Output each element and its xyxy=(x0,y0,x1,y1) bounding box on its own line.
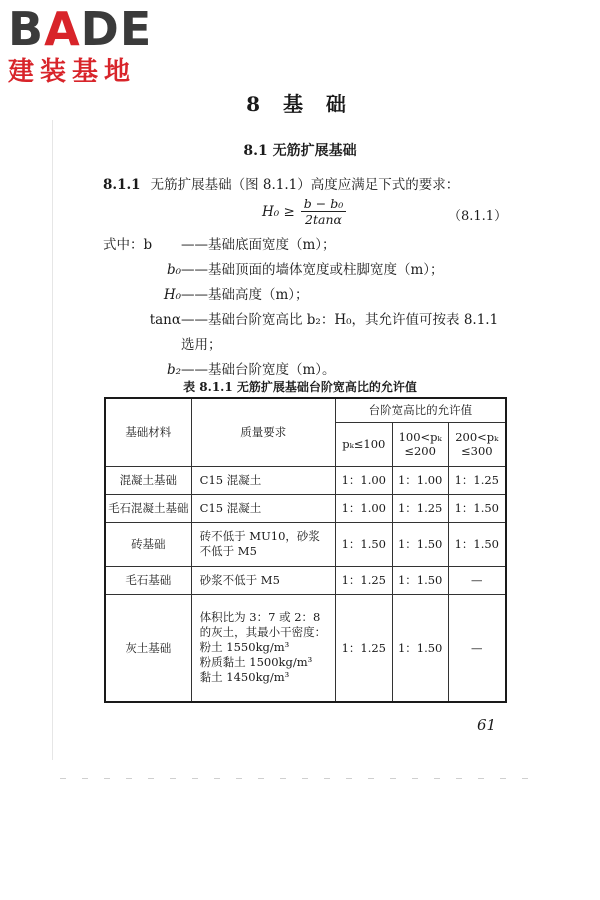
variable-row xyxy=(103,258,498,283)
cell-quality: 体积比为 3：7 或 2：8 的灰土，其最小干密度： 粉土 1550kg/m³ 粉质黏土 1500kg/m³ 黏土 1450kg/m³ xyxy=(191,594,335,702)
cell-ratio: — xyxy=(448,594,506,702)
cell-material: 毛石混凝土基础 xyxy=(105,494,191,522)
variable-desc: ——基础台阶宽高比 b₂：H₀，其允许值可按表 8.1.1 xyxy=(181,312,499,328)
variable-symbol: b₀ xyxy=(166,262,181,278)
header-material: 基础材料 xyxy=(105,398,191,466)
cell-quality: C15 混凝土 xyxy=(191,466,335,494)
cell-ratio: — xyxy=(448,566,506,594)
formula-numerator: b − b₀ xyxy=(301,196,346,212)
table-row xyxy=(105,494,506,522)
cell-ratio: 1：1.50 xyxy=(335,522,392,566)
cell-material: 灰土基础 xyxy=(105,594,191,702)
cell-quality: 砂浆不低于 M5 xyxy=(191,566,335,594)
cell-ratio: 1：1.25 xyxy=(335,566,392,594)
cell-material: 砖基础 xyxy=(105,522,191,566)
header-ratio-group: 台阶宽高比的允许值 xyxy=(335,398,506,422)
scan-artifact-line xyxy=(60,778,530,779)
variable-row xyxy=(103,308,498,333)
cell-ratio: 1：1.00 xyxy=(392,466,448,494)
variable-row xyxy=(103,233,498,258)
cell-ratio: 1：1.50 xyxy=(392,594,448,702)
cell-ratio: 1：1.50 xyxy=(392,522,448,566)
brand-logo xyxy=(8,4,178,88)
table-row xyxy=(105,566,506,594)
variable-desc: ——基础台阶宽度（m）。 xyxy=(181,362,336,378)
variable-desc: ——基础顶面的墙体宽度或柱脚宽度（m）； xyxy=(181,262,444,278)
cell-quality: C15 混凝土 xyxy=(191,494,335,522)
table-title: 表 8.1.1 无筋扩展基础台阶宽高比的允许值 xyxy=(183,380,417,394)
cell-material: 毛石基础 xyxy=(105,566,191,594)
logo-wordmark: BADE xyxy=(8,2,153,56)
variable-desc: ——基础底面宽度（m）； xyxy=(181,237,336,253)
cell-ratio: 1：1.25 xyxy=(448,466,506,494)
page-number: 61 xyxy=(477,716,497,734)
header-quality: 质量要求 xyxy=(191,398,335,466)
variable-symbol: 式中：b xyxy=(103,237,153,253)
variable-symbol: b₂ xyxy=(166,362,181,378)
variable-symbol: tanα xyxy=(149,312,181,328)
cell-ratio: 1：1.50 xyxy=(448,522,506,566)
variable-desc: ——基础高度（m）； xyxy=(181,287,309,303)
formula-fraction xyxy=(301,196,346,227)
cell-ratio: 1：1.00 xyxy=(335,494,392,522)
variable-definitions xyxy=(103,233,498,383)
cell-quality: 砖不低于 MU10，砂浆不低于 M5 xyxy=(191,522,335,566)
table-row xyxy=(105,466,506,494)
cell-ratio: 1：1.50 xyxy=(392,566,448,594)
cell-ratio: 1：1.25 xyxy=(392,494,448,522)
table-row xyxy=(105,594,506,702)
cell-ratio: 1：1.25 xyxy=(335,594,392,702)
formula xyxy=(262,196,346,227)
equation-number: （8.1.1） xyxy=(448,209,508,224)
header-pk-300: 200<pₖ ≤300 xyxy=(448,422,506,466)
variable-symbol: H₀ xyxy=(163,287,181,303)
section-title: 8.1 无筋扩展基础 xyxy=(243,143,357,159)
clause-number: 8.1.1 xyxy=(103,177,141,193)
variable-desc-continued: 选用； xyxy=(181,337,222,353)
table-row xyxy=(105,522,506,566)
ratio-table xyxy=(104,397,507,703)
logo-subtitle: 建装基地 xyxy=(8,57,137,87)
chapter-title: 8 基 础 xyxy=(246,92,354,116)
page-gutter-shadow xyxy=(52,120,53,760)
variable-row xyxy=(103,283,498,308)
clause-8-1-1 xyxy=(103,173,459,193)
formula-lhs: H₀ ≥ xyxy=(262,203,295,220)
cell-ratio: 1：1.50 xyxy=(448,494,506,522)
header-pk-200: 100<pₖ ≤200 xyxy=(392,422,448,466)
header-pk-100: pₖ≤100 xyxy=(335,422,392,466)
formula-denominator: 2tanα xyxy=(305,212,342,227)
clause-text: 无筋扩展基础（图 8.1.1）高度应满足下式的要求： xyxy=(150,177,460,193)
cell-material: 混凝土基础 xyxy=(105,466,191,494)
cell-ratio: 1：1.00 xyxy=(335,466,392,494)
